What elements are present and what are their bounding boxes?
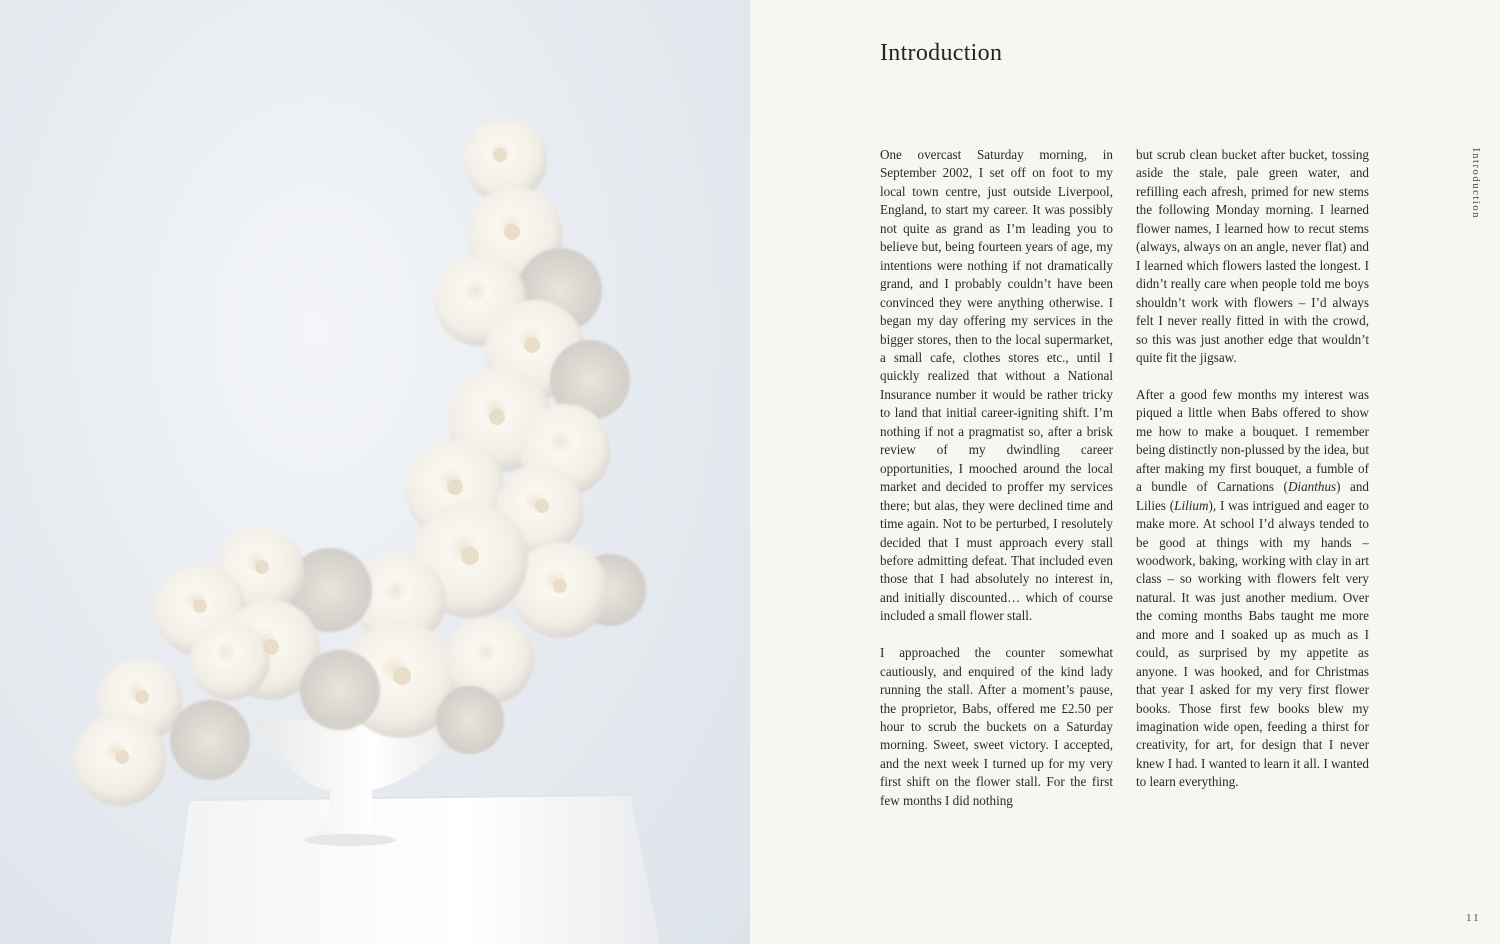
paragraph: I approached the counter somewhat cautiously, and enquired of the kind lady running the stall. After a moment’s pause, the proprietor, Babs, offered me £2.50 per hour to scrub the buckets on a Saturday morning. Sweet, sweet victory. I accepted, and the next week I turned up for my very first shift on the flower stall. For the first few months I did nothing xyxy=(880,645,1113,808)
text-column-left xyxy=(880,146,1113,829)
paragraph: but scrub clean bucket after bucket, tossing aside the stale, pale green water, and refilling each afresh, primed for new stems the following Monday morning. I learned flower names, I learned how to recut stems (always, always on an angle, never flat) and I learned which flowers lasted the longest. I didn’t really care when people told me boys shouldn’t work with flowers – I’d always felt I never really fitted in with the crowd, so this was just another edge that wouldn’t quite fit the jigsaw. xyxy=(1136,147,1369,365)
paragraph-text: ), I was intrigued and eager to make more. At school I’d always tended to be good at things with my hands – woodwork, baking, working with clay in art class – so working with flowers felt very natural. It was just another medium. Over the coming months Babs taught me more and more and I soaked up as much as I could, as surprised by my appetite as anyone. I was hooked, and for Christmas that year I asked for my very first flower books. Those first few books blew my imagination wide open, feeding a thirst for creativity, for art, for design that I never knew I had. I wanted to learn it all. I wanted to learn everything. xyxy=(1136,497,1370,790)
page-number: 11 xyxy=(1466,912,1481,924)
chapter-heading: Introduction xyxy=(880,40,1003,66)
paragraph xyxy=(1136,386,1369,792)
text-page xyxy=(750,0,1500,944)
text-column-right xyxy=(1136,146,1369,810)
paragraph-text: ) and Lilies ( xyxy=(1136,479,1369,513)
running-head: Introduction xyxy=(1470,148,1481,220)
paragraph: One overcast Saturday morning, in September 2002, I set off on foot to my local town centre, just outside Liverpool, England, to start my career. It was possibly not quite as grand as I’m leading you to believe but, being fourteen years of age, my intentions were nothing if not dramatically grand, and I probably couldn’t have been convinced they were anything otherwise. I began my day offering my services in the bigger stores, then to the local supermarket, a small cafe, clothes stores etc., until I quickly realized that without a National Insurance number it would be rather tricky to land that initial career-igniting shift. I’m nothing if not a pragmatist so, after a brisk review of my dwindling career opportunities, I mooched around the local market and decided to proffer my services there; but alas, they were declined time and time again. Not to be perturbed, I resolutely decided that I must approach every stall before admitting defeat. That included even those that I had absolutely no interest in, and initially discounted… which of course included a small flower stall. xyxy=(880,147,1113,624)
paragraph-text: After a good few months my interest was piqued a little when Babs offered to show me how to make a bouquet. I remember being distinctly non-plussed by the idea, but after making my first bouquet, a fumble of a bundle of Carnations ( xyxy=(1136,386,1369,495)
botanical-name: Lilium xyxy=(1174,497,1209,513)
botanical-name: Dianthus xyxy=(1287,479,1337,495)
